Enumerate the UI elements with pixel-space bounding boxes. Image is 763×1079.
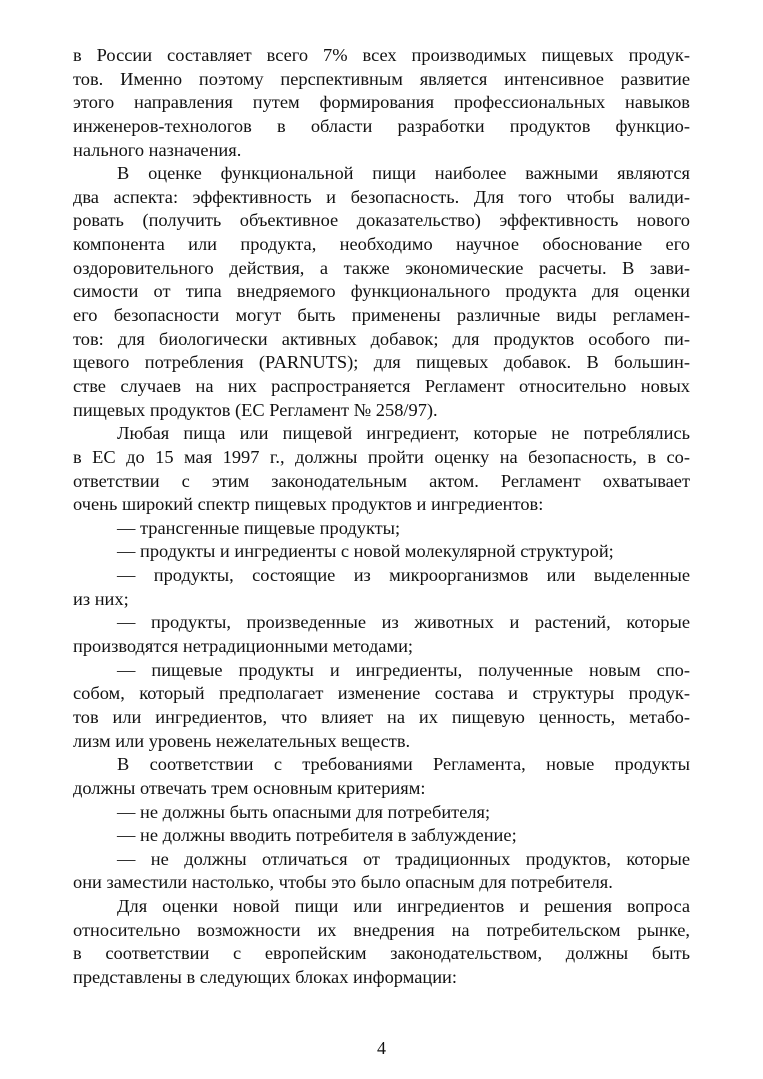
text-line: очень широкий спектр пищевых продуктов и ингредиентов: [73,494,544,515]
text-line: — пищевые продукты и ингредиенты, полученные новым спо- [117,659,690,680]
text-line: — продукты и ингредиенты с новой молекулярной структурой; [117,541,614,562]
page-body-text [73,44,690,990]
text-line: его безопасности могут быть применены различные виды регламен- [73,305,690,326]
text-line: щевого потребления (PARNUTS); для пищевых добавок. В большин- [73,352,690,373]
text-line: стве случаев на них распространяется Регламент относительно новых [73,375,690,396]
text-line: представлены в следующих блоках информации: [73,966,458,987]
text-line: они заместили настолько, чтобы это было опасным для потребителя. [73,872,613,893]
text-line: должны отвечать трем основным критериям: [73,777,426,798]
text-line: относительно возможности их внедрения на потребительском рынке, [73,919,690,940]
text-line: собом, который предполагает изменение состава и структуры продук- [73,683,690,704]
text-line: — трансгенные пищевые продукты; [117,517,401,538]
text-line: Для оценки новой пищи или ингредиентов и решения вопроса [117,896,690,917]
text-line: В оценке функциональной пищи наиболее важными являются [117,163,690,184]
text-line: производятся нетрадиционными методами; [73,636,414,657]
text-line: нального назначения. [73,139,242,160]
text-line: Любая пища или пищевой ингредиент, которые не потреблялись [117,423,690,444]
text-line: из них; [73,588,129,609]
text-line: — не должны быть опасными для потребителя; [117,801,491,822]
text-line: оздоровительного действия, а также экономические расчеты. В зави- [73,257,690,278]
text-line: два аспекта: эффективность и безопасность. Для того чтобы валиди- [73,186,690,207]
text-line: инженеров-технологов в области разработки продуктов функцио- [73,115,690,136]
text-line: тов. Именно поэтому перспективным является интенсивное развитие [73,68,690,89]
text-line: компонента или продукта, необходимо научное обоснование его [73,234,690,255]
page-number: 4 [377,1038,386,1058]
text-line: лизм или уровень нежелательных веществ. [73,730,411,751]
text-line: ровать (получить объективное доказательство) эффективность нового [73,210,690,231]
text-line: в России составляет всего 7% всех производимых пищевых продук- [73,45,690,65]
text-line: — не должны отличаться от традиционных продуктов, которые [117,848,690,869]
text-line: тов или ингредиентов, что влияет на их пищевую ценность, метабо- [73,706,690,727]
text-line: в ЕС до 15 мая 1997 г., должны пройти оценку на безопасность, в со- [73,446,690,467]
text-line: — продукты, произведенные из животных и растений, которые [117,612,690,633]
text-line: в соответствии с европейским законодательством, должны быть [73,943,690,964]
text-line: — продукты, состоящие из микроорганизмов или выделенные [117,565,690,586]
text-line: симости от типа внедряемого функционального продукта для оценки [73,281,690,302]
text-line: пищевых продуктов (ЕС Регламент № 258/97). [73,399,438,420]
text-line: ответствии с этим законодательным актом. Регламент охватывает [73,470,690,491]
text-line: тов: для биологически активных добавок; для продуктов особого пи- [73,328,690,349]
text-line: этого направления путем формирования профессиональных навыков [73,92,690,113]
text-line: — не должны вводить потребителя в заблуждение; [117,825,517,846]
text-line: В соответствии с требованиями Регламента, новые продукты [117,754,690,775]
